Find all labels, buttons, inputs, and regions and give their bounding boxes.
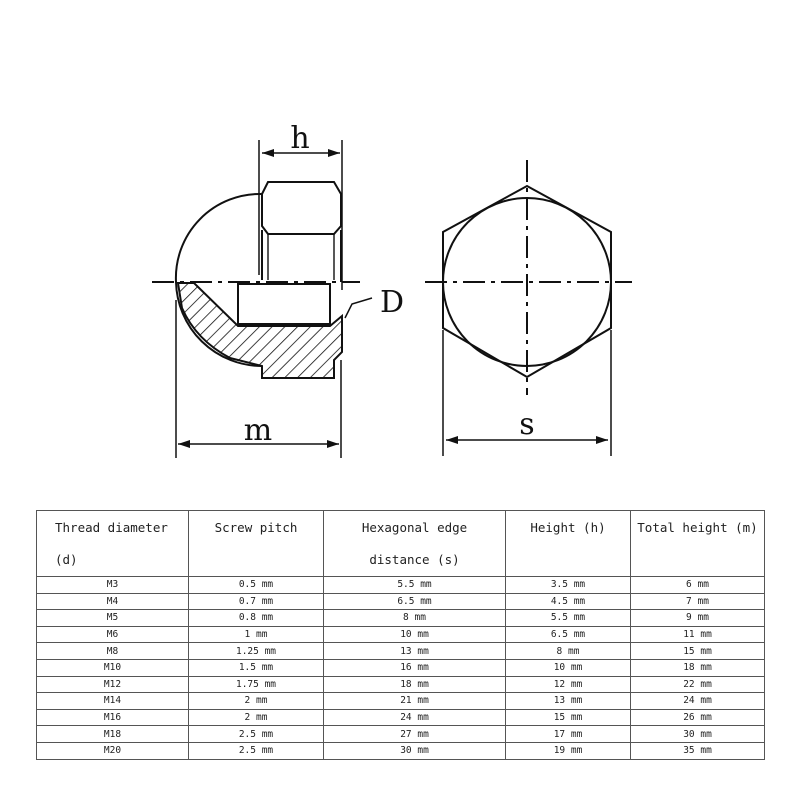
cell-thread-diameter: M10 bbox=[37, 659, 189, 676]
cell-hex-edge-distance: 21 mm bbox=[324, 693, 506, 710]
table-row bbox=[37, 577, 765, 594]
cell-height: 17 mm bbox=[506, 726, 631, 743]
cell-screw-pitch: 2.5 mm bbox=[189, 726, 324, 743]
table-row bbox=[37, 742, 765, 759]
cell-height: 5.5 mm bbox=[506, 610, 631, 627]
d-label: D bbox=[379, 285, 405, 320]
cell-total-height: 35 mm bbox=[631, 742, 765, 759]
cell-screw-pitch: 2 mm bbox=[189, 693, 324, 710]
cell-height: 6.5 mm bbox=[506, 626, 631, 643]
cell-total-height: 26 mm bbox=[631, 709, 765, 726]
header-total-height: Total height (m) bbox=[631, 511, 765, 577]
cell-total-height: 9 mm bbox=[631, 610, 765, 627]
cell-thread-diameter: M18 bbox=[37, 726, 189, 743]
cell-hex-edge-distance: 24 mm bbox=[324, 709, 506, 726]
cell-height: 3.5 mm bbox=[506, 577, 631, 594]
cell-screw-pitch: 1.75 mm bbox=[189, 676, 324, 693]
cell-screw-pitch: 1.5 mm bbox=[189, 659, 324, 676]
cell-thread-diameter: M5 bbox=[37, 610, 189, 627]
cell-thread-diameter: M16 bbox=[37, 709, 189, 726]
table-header bbox=[37, 511, 765, 577]
cell-thread-diameter: M8 bbox=[37, 643, 189, 660]
cell-hex-edge-distance: 13 mm bbox=[324, 643, 506, 660]
cell-screw-pitch: 0.7 mm bbox=[189, 593, 324, 610]
thread-hole bbox=[238, 284, 330, 324]
s-label: s bbox=[519, 407, 535, 442]
m-label: m bbox=[243, 413, 273, 448]
table-row bbox=[37, 709, 765, 726]
table-row bbox=[37, 610, 765, 627]
cell-height: 4.5 mm bbox=[506, 593, 631, 610]
cell-thread-diameter: M14 bbox=[37, 693, 189, 710]
cell-hex-edge-distance: 16 mm bbox=[324, 659, 506, 676]
cell-screw-pitch: 1.25 mm bbox=[189, 643, 324, 660]
cell-height: 19 mm bbox=[506, 742, 631, 759]
cell-thread-diameter: M20 bbox=[37, 742, 189, 759]
table-row bbox=[37, 693, 765, 710]
cell-total-height: 24 mm bbox=[631, 693, 765, 710]
cell-total-height: 18 mm bbox=[631, 659, 765, 676]
cell-total-height: 30 mm bbox=[631, 726, 765, 743]
section-hatch bbox=[178, 283, 342, 378]
cell-total-height: 6 mm bbox=[631, 577, 765, 594]
cell-hex-edge-distance: 5.5 mm bbox=[324, 577, 506, 594]
cell-thread-diameter: M12 bbox=[37, 676, 189, 693]
cell-height: 13 mm bbox=[506, 693, 631, 710]
cell-screw-pitch: 0.8 mm bbox=[189, 610, 324, 627]
header-height: Height (h) bbox=[506, 511, 631, 577]
cell-thread-diameter: M6 bbox=[37, 626, 189, 643]
table-body bbox=[37, 577, 765, 760]
cell-screw-pitch: 2 mm bbox=[189, 709, 324, 726]
cell-screw-pitch: 1 mm bbox=[189, 626, 324, 643]
cell-hex-edge-distance: 6.5 mm bbox=[324, 593, 506, 610]
header-hex-edge-distance: Hexagonal edge distance (s) bbox=[324, 511, 506, 577]
dome-outline bbox=[176, 194, 262, 282]
table-row bbox=[37, 643, 765, 660]
cell-total-height: 22 mm bbox=[631, 676, 765, 693]
table-row bbox=[37, 726, 765, 743]
cell-height: 12 mm bbox=[506, 676, 631, 693]
cell-screw-pitch: 2.5 mm bbox=[189, 742, 324, 759]
header-row bbox=[37, 511, 765, 577]
table-row bbox=[37, 676, 765, 693]
table-row bbox=[37, 659, 765, 676]
cell-height: 8 mm bbox=[506, 643, 631, 660]
cell-height: 15 mm bbox=[506, 709, 631, 726]
cell-total-height: 15 mm bbox=[631, 643, 765, 660]
specification-table bbox=[36, 510, 765, 760]
h-label: h bbox=[290, 121, 310, 156]
table-row bbox=[37, 593, 765, 610]
hex-body-outline bbox=[262, 182, 341, 234]
cell-height: 10 mm bbox=[506, 659, 631, 676]
table-row bbox=[37, 626, 765, 643]
cell-hex-edge-distance: 8 mm bbox=[324, 610, 506, 627]
cell-thread-diameter: M4 bbox=[37, 593, 189, 610]
cell-screw-pitch: 0.5 mm bbox=[189, 577, 324, 594]
cell-hex-edge-distance: 10 mm bbox=[324, 626, 506, 643]
cell-thread-diameter: M3 bbox=[37, 577, 189, 594]
d-leader-line bbox=[345, 298, 372, 318]
cell-hex-edge-distance: 27 mm bbox=[324, 726, 506, 743]
cell-hex-edge-distance: 18 mm bbox=[324, 676, 506, 693]
cell-total-height: 7 mm bbox=[631, 593, 765, 610]
cell-hex-edge-distance: 30 mm bbox=[324, 742, 506, 759]
header-screw-pitch: Screw pitch bbox=[189, 511, 324, 577]
header-thread-diameter: Thread diameter (d) bbox=[37, 511, 189, 577]
cell-total-height: 11 mm bbox=[631, 626, 765, 643]
